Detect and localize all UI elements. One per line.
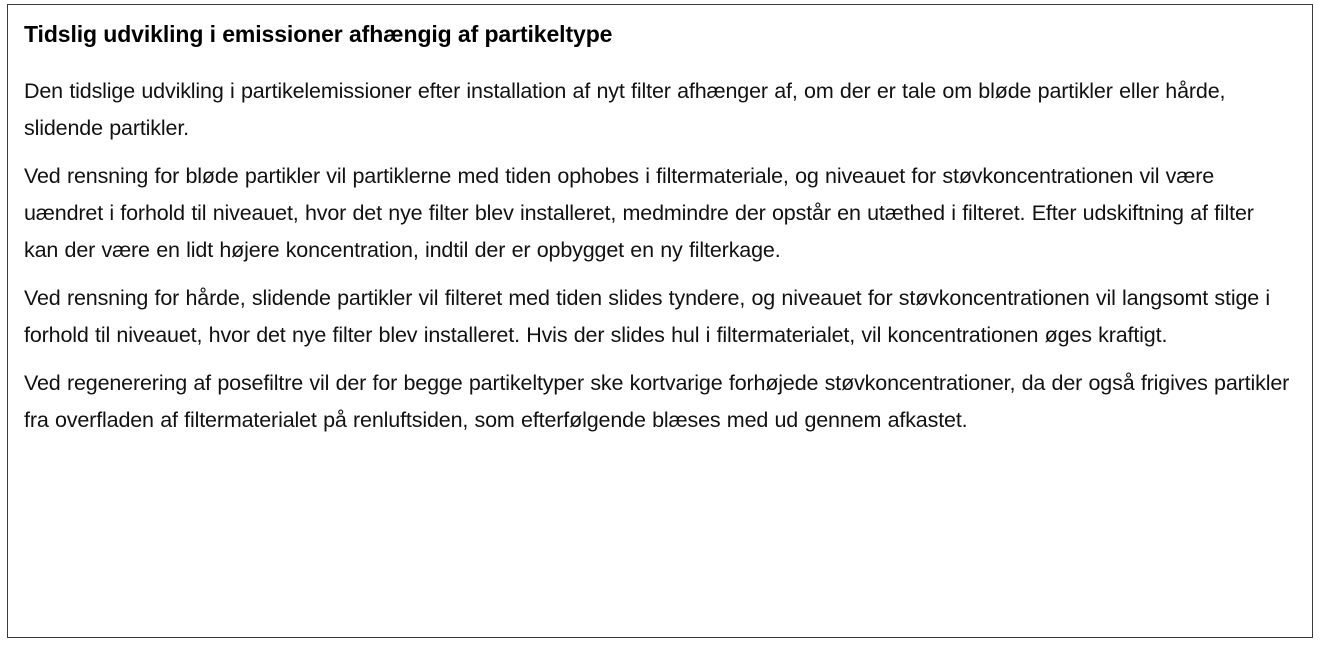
paragraph-hard-particles: Ved rensning for hårde, slidende partikler vil filteret med tiden slides tyndere, og niveauet for støvkoncentrationen vil langsomt stige i forhold til niveauet, hvor det nye filter blev installeret. Hvis der slides hul i filtermaterialet, vil koncentrationen øges kraftigt. bbox=[24, 286, 1271, 347]
paragraph-regeneration: Ved regenerering af posefiltre vil der for begge partikeltyper ske kortvarige forhøjede støvkoncentrationer, da der også frigives partikler fra overfladen af filtermaterialet på renluftsiden, som efterfølgende blæses med ud gennem afkastet. bbox=[24, 371, 1290, 432]
paragraph-soft-particles: Ved rensning for bløde partikler vil partiklerne med tiden ophobes i filtermateriale, og niveauet for støvkoncentrationen vil være uændret i forhold til niveauet, hvor det nye filter blev installeret, medmindre der opstår en utæthed i filteret. Efter udskiftning af filter kan der være en lidt højere koncentration, indtil der er opbygget en ny filterkage. bbox=[24, 164, 1254, 262]
text-box bbox=[7, 4, 1313, 638]
section-heading: Tidslig udvikling i emissioner afhængig af partikeltype bbox=[24, 21, 613, 47]
paragraph-intro: Den tidslige udvikling i partikelemissioner efter installation af nyt filter afhænger af, om der er tale om bløde partikler eller hårde, slidende partikler. bbox=[24, 79, 1226, 140]
